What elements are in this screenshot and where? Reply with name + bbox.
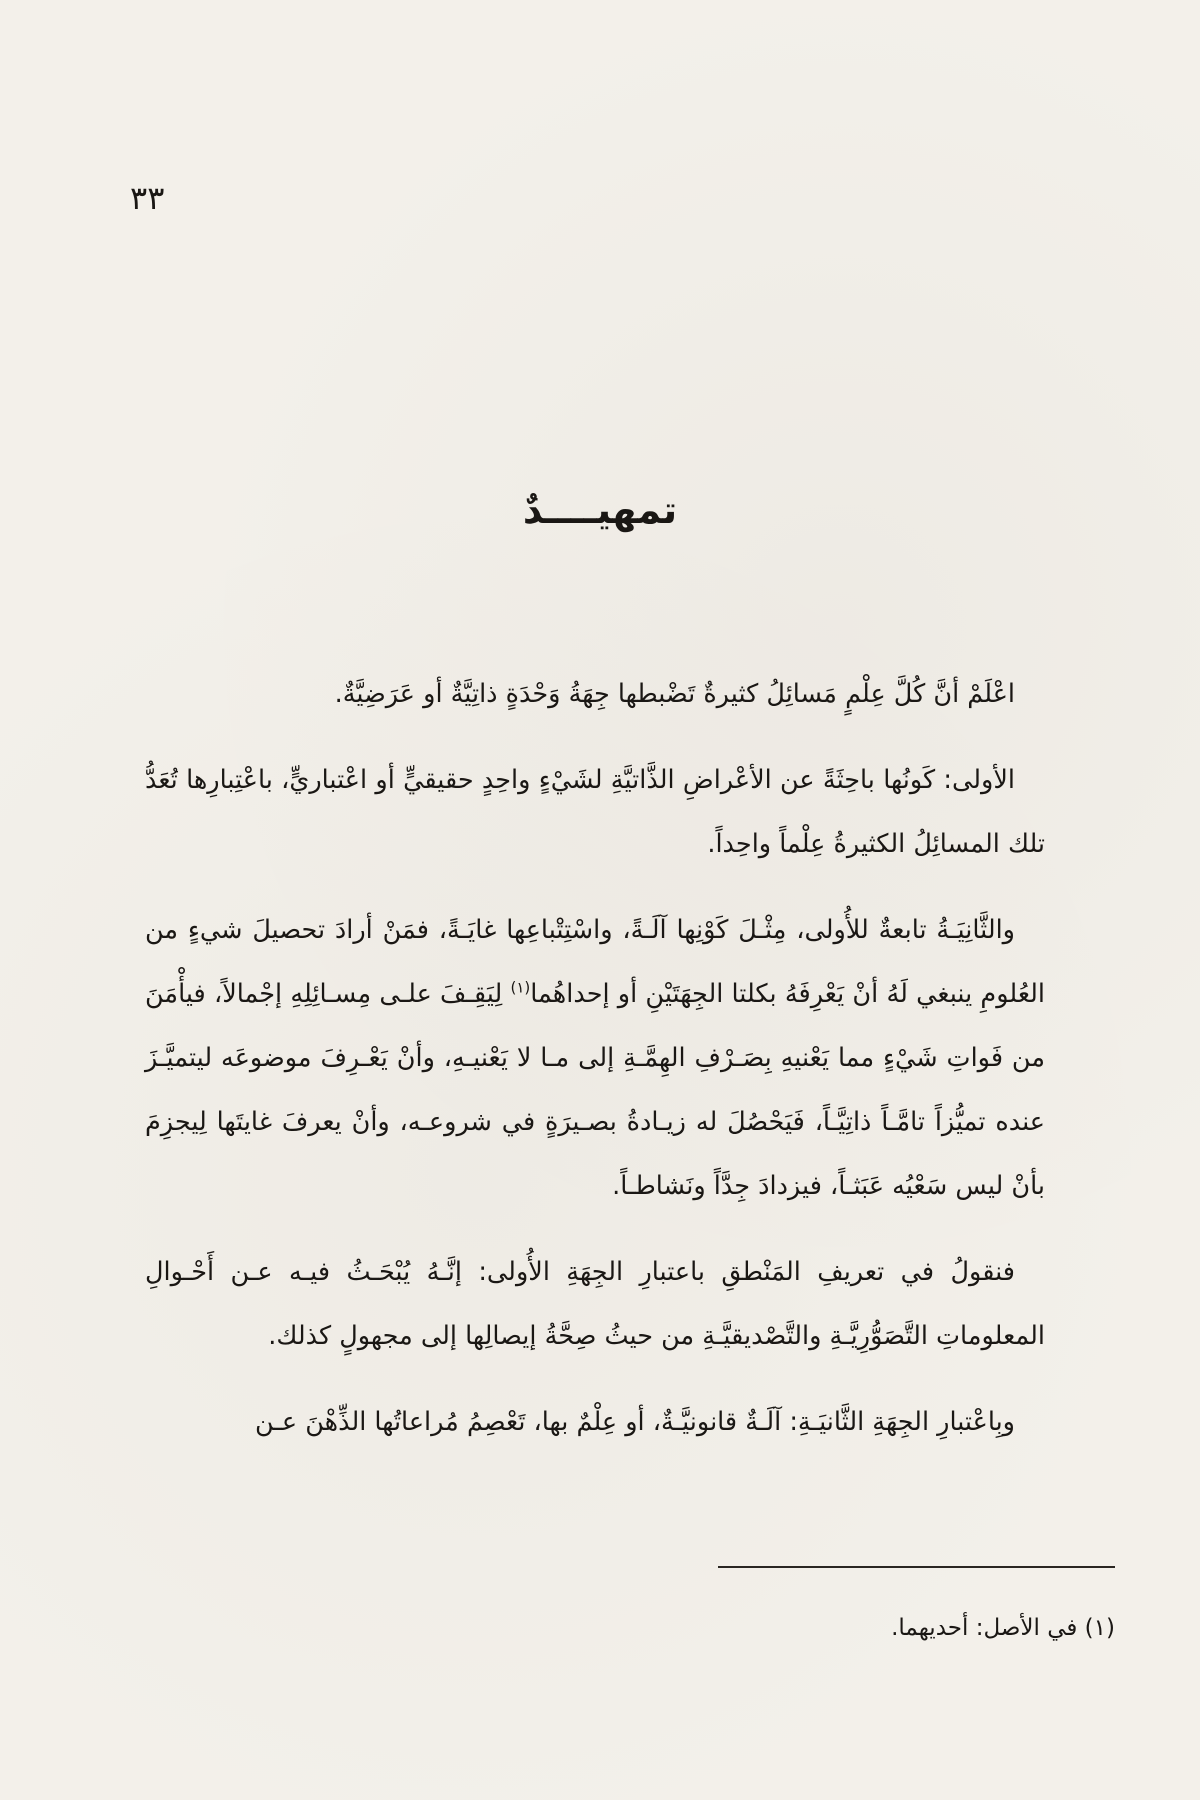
paragraph-5: وبِاعْتبارِ الجِهَةِ الثَّانيَـةِ: آلَـةٌ قانونيَّـةٌ، أو عِلْمٌ بها، تَعْصِمُ مُراعاتُها الذِّهْنَ عـن	[255, 1407, 1015, 1437]
paragraph-3-text-a: والثَّانِيَـةُ تابعةٌ للأُولى، مِثْـلَ كَوْنِها آلَـةً، واسْتِتْباعِها غايَـةً، فمَنْ أرادَ تحصيلَ شيءٍ من العُلومِ ينبغي لَهُ أنْ يَعْرِفَهُ بكلتا الجِهَتَيْنِ أو إحداهُما	[145, 915, 1045, 1009]
chapter-heading: تمهيــــدٌ	[522, 488, 678, 532]
footnote-reference-marker: (١)	[510, 978, 531, 997]
paragraph-1: اعْلَمْ أنَّ كُلَّ عِلْمٍ مَسائِلُ كثيرةٌ تَضْبطها جِهَةُ وَحْدَةٍ ذاتِيَّةٌ أو عَرَضِيَّةٌ.	[334, 679, 1015, 709]
footnote-separator	[718, 1566, 1115, 1568]
main-text	[145, 662, 1045, 1476]
paragraph-3	[145, 898, 1045, 1218]
paragraph-3-text-b: لِيَقِـفَ علـى مِسـائِلِهِ إجْمالاً، فيأْمَنَ من فَواتِ شَيْءٍ مما يَعْنيهِ بِصَـرْفِ الهِمَّـةِ إلى مـا لا يَعْنيـهِ، وأنْ يَعْـرِفَ موضوعَه ليتميَّـزَ عنده تميُّزاً تامَّـاً ذاتِيَّـاً، فَيَحْصُلَ له زيـادةُ بصـيرَةٍ في شروعـه، وأنْ يعرفَ غايتَها لِيجزِمَ بأنْ ليس سَعْيُه عَبَثـاً، فيزدادَ جِدَّاً ونَشاطـاً.	[145, 979, 1045, 1201]
paragraph-2: الأولى: كَونُها باحِثَةً عن الأعْراضِ الذَّاتيَّةِ لشَيْءٍ واحِدٍ حقيقيٍّ أو اعْتباريٍّ، باعْتِبارِها تُعَدُّ تلك المسائِلُ الكثيرةُ عِلْماً واحِداً.	[145, 765, 1045, 859]
paragraph-4: فنقولُ في تعريفِ المَنْطقِ باعتبارِ الجِهَةِ الأُولى: إنَّـهُ يُبْحَـثُ فيـه عـن أَحْـوالِ المعلوماتِ التَّصَوُّرِيَّـةِ والتَّصْديقيَّـةِ من حيثُ صِحَّةُ إيصالِها إلى مجهولٍ كذلك.	[145, 1257, 1045, 1351]
page-number: ٣٣	[130, 179, 165, 217]
footnote: (١) في الأصل: أحديهما.	[891, 1615, 1115, 1641]
